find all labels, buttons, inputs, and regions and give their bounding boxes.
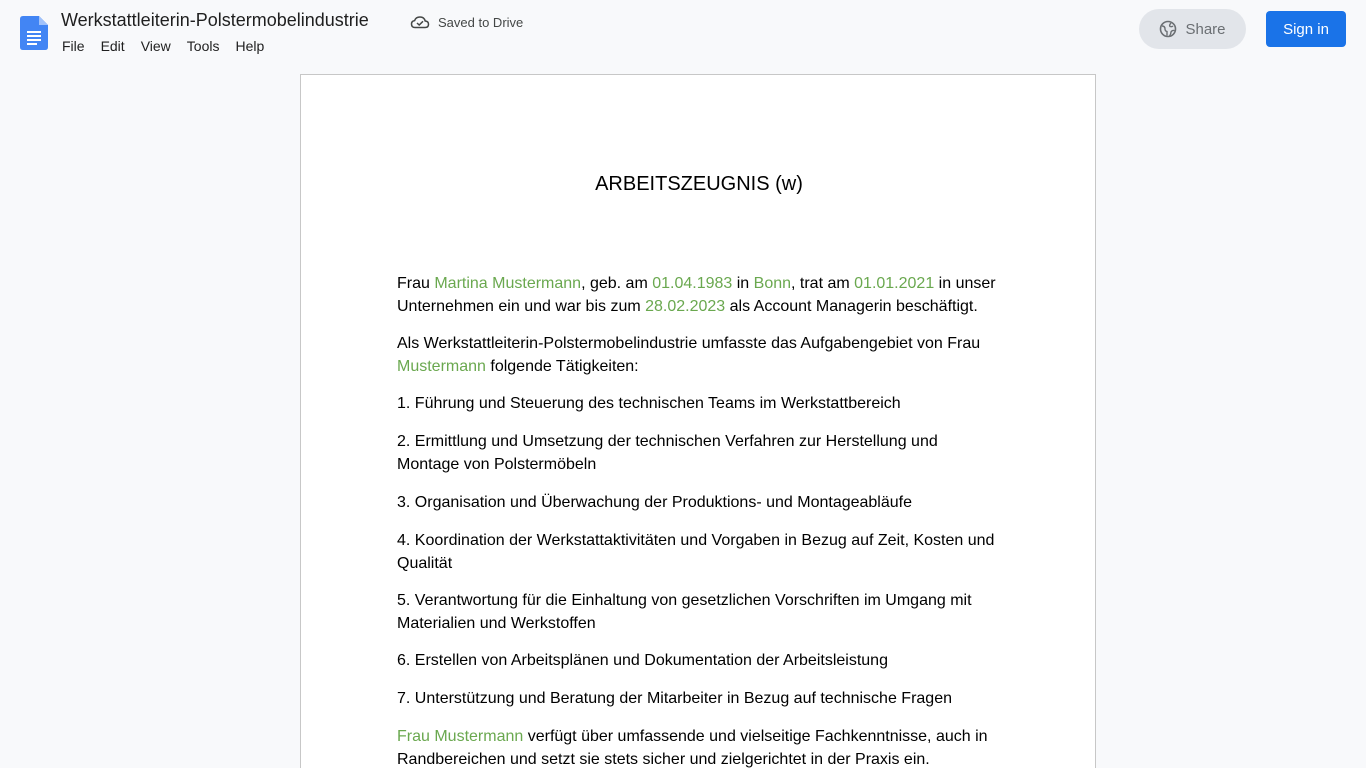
intro-text: , trat am <box>791 275 855 292</box>
menu-bar <box>54 36 272 56</box>
menu-help[interactable]: Help <box>235 38 265 54</box>
save-status-label: Saved to Drive <box>438 14 524 30</box>
intro-text: als Account Managerin beschäftigt. <box>725 297 978 315</box>
employee-surname: Mustermann <box>397 357 486 375</box>
task-item: 4. Koordination der Werkstattaktivitäten und Vorgaben in Bezug auf Zeit, Kosten und Qualität <box>397 532 995 572</box>
scope-text: Als Werkstattleiterin-Polstermobelindustrie umfasste das Aufgabengebiet von Frau <box>397 335 981 352</box>
birth-city: Bonn <box>753 275 792 292</box>
intro-text: , geb. am <box>581 275 653 292</box>
intro-text: in unser Unternehmen ein und war bis zum <box>397 275 996 315</box>
task-item: 3. Organisation und Überwachung der Produktions- und Montageabläufe <box>397 494 912 511</box>
document-heading: ARBEITSZEUGNIS (w) <box>595 173 803 195</box>
cloud-done-icon <box>410 14 430 30</box>
menu-file[interactable]: File <box>62 38 85 54</box>
scope-paragraph <box>397 333 1001 378</box>
employee-name: Martina Mustermann <box>434 275 582 292</box>
closing-text: verfügt über umfassende und vielseitige Fachkenntnisse, auch in Randbereichen und setzt sie stets sicher und zielgerichtet in der Praxis ein. <box>397 728 988 768</box>
top-bar <box>0 0 1366 66</box>
docs-logo-icon[interactable] <box>20 16 48 50</box>
employee-full-name: Frau Mustermann <box>397 728 524 745</box>
task-item: 2. Ermittlung und Umsetzung der technischen Verfahren zur Herstellung und Montage von Polstermöbeln <box>397 433 938 473</box>
menu-edit[interactable]: Edit <box>100 38 125 54</box>
menu-view[interactable]: View <box>140 38 171 54</box>
document-title[interactable]: Werkstattleiterin-Polstermobelindustrie <box>61 10 369 30</box>
task-item: 1. Führung und Steuerung des technischen Teams im Werkstattbereich <box>397 395 901 412</box>
sign-in-button[interactable]: Sign in <box>1266 11 1346 47</box>
start-date: 01.01.2021 <box>854 275 935 292</box>
task-item: 5. Verantwortung für die Einhaltung von gesetzlichen Vorschriften im Umgang mit Materialien und Werkstoffen <box>397 592 972 632</box>
share-button[interactable] <box>1139 9 1246 49</box>
document-canvas[interactable] <box>0 66 1366 768</box>
end-date: 28.02.2023 <box>645 297 726 315</box>
scope-text: folgende Tätigkeiten: <box>485 357 639 375</box>
closing-paragraph <box>397 726 1001 768</box>
document-page[interactable] <box>300 74 1096 768</box>
task-item: 6. Erstellen von Arbeitsplänen und Dokumentation der Arbeitsleistung <box>397 652 888 669</box>
save-status <box>410 14 523 30</box>
intro-text: Frau <box>397 275 435 292</box>
birth-date: 01.04.1983 <box>652 275 733 292</box>
intro-paragraph <box>397 273 1001 318</box>
task-item: 7. Unterstützung und Beratung der Mitarbeiter in Bezug auf technische Fragen <box>397 690 952 707</box>
share-label: Share <box>1185 20 1226 38</box>
globe-icon <box>1159 20 1177 38</box>
intro-text: in <box>732 275 754 292</box>
menu-tools[interactable]: Tools <box>186 38 220 54</box>
